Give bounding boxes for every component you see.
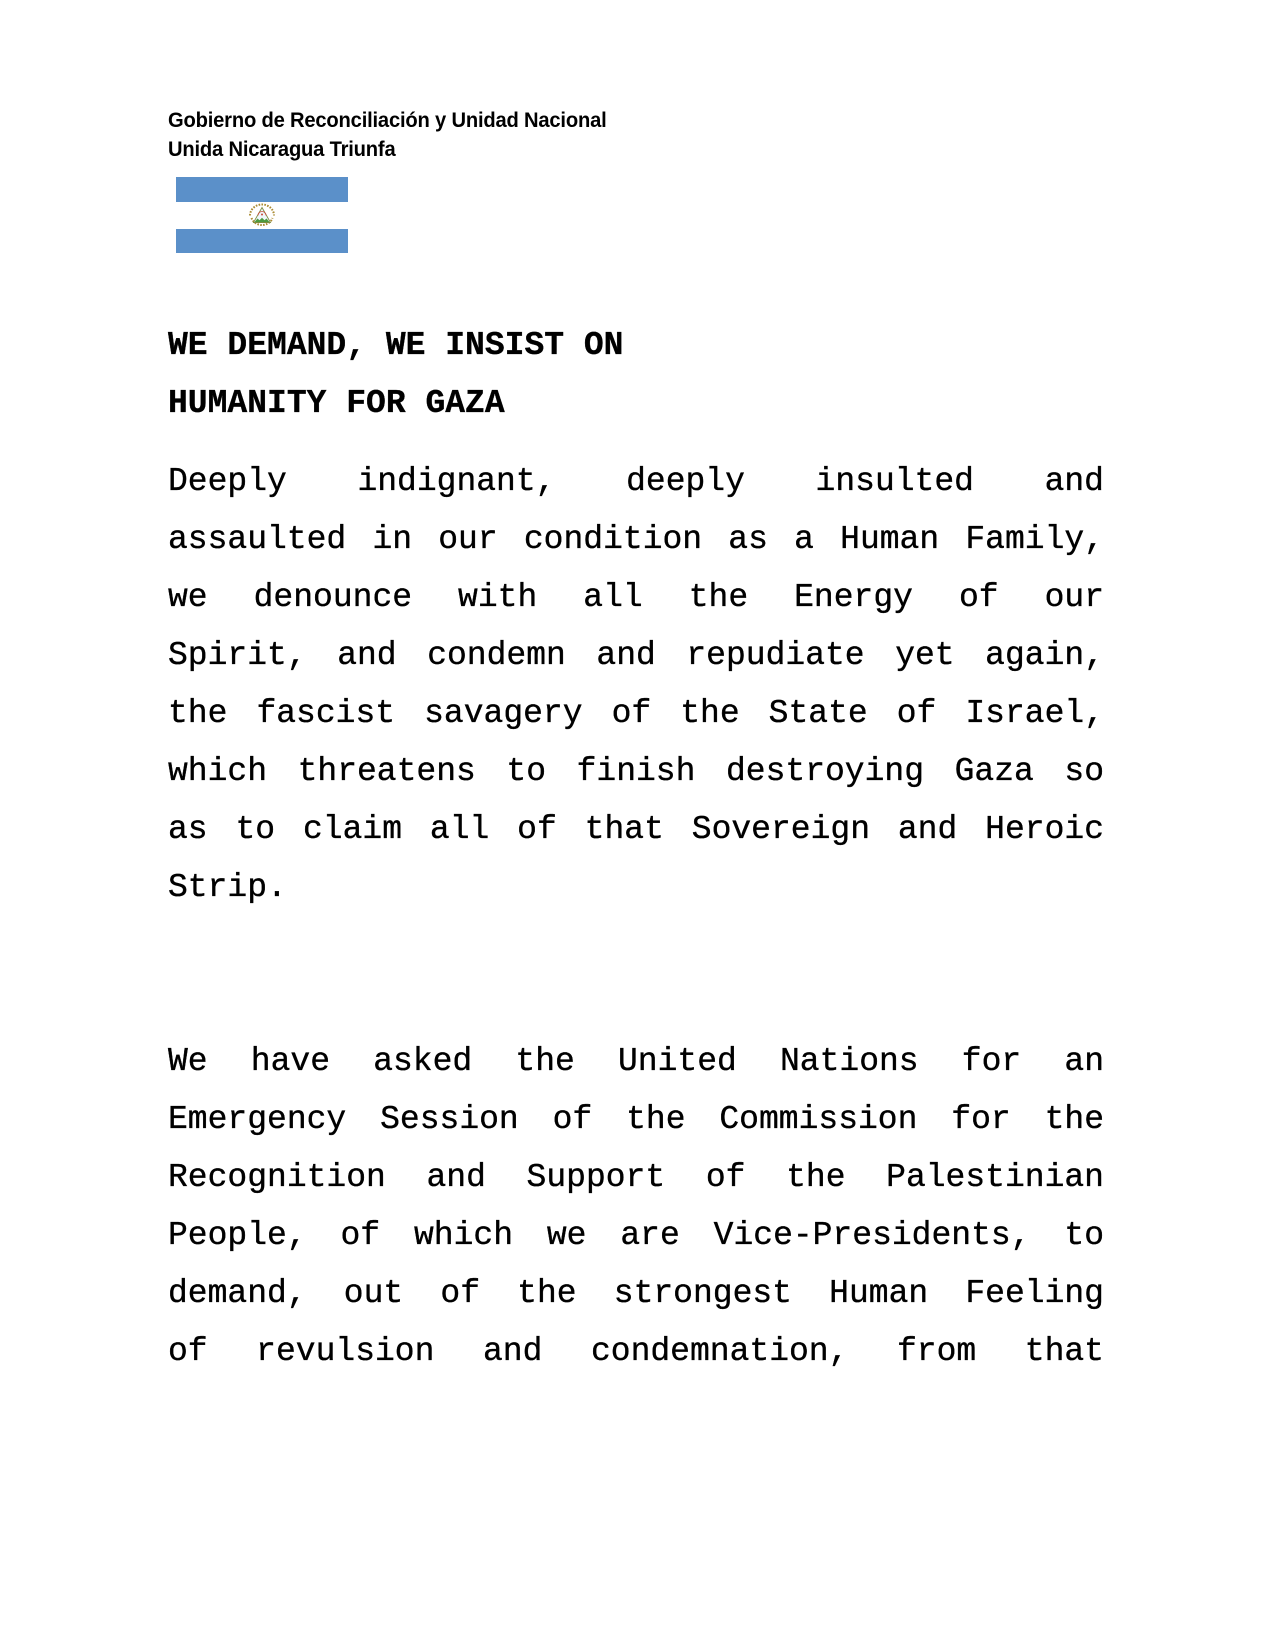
- body-line: as to claim all of that Sovereign and Heroic: [168, 811, 1104, 848]
- document-title: [168, 317, 1104, 433]
- body-line: People, of which we are Vice-Presidents, to: [168, 1217, 1104, 1254]
- body-line: assaulted in our condition as a Human Family,: [168, 521, 1104, 558]
- flag-white-stripe: [176, 202, 348, 229]
- nicaragua-flag-image: [176, 177, 348, 253]
- title-line-1: WE DEMAND, WE INSIST ON: [168, 327, 624, 364]
- body-line: Spirit, and condemn and repudiate yet again,: [168, 637, 1104, 674]
- paragraph-1: [168, 453, 1104, 917]
- letterhead-line-2: Unida Nicaragua Triunfa: [168, 138, 396, 161]
- flag-blue-stripe-top: [176, 177, 348, 202]
- paragraph-2: [168, 1033, 1104, 1381]
- nicaragua-coat-of-arms-icon: [244, 202, 280, 229]
- body-line: we denounce with all the Energy of our: [168, 579, 1104, 616]
- letterhead-line-1: Gobierno de Reconciliación y Unidad Nacional: [168, 109, 607, 132]
- body-line: demand, out of the strongest Human Feeling: [168, 1275, 1104, 1312]
- flag-blue-stripe-bottom: [176, 229, 348, 254]
- letterhead: [168, 106, 1067, 164]
- title-line-2: HUMANITY FOR GAZA: [168, 385, 505, 422]
- body-line: Emergency Session of the Commission for the: [168, 1101, 1104, 1138]
- body-line: the fascist savagery of the State of Israel,: [168, 695, 1104, 732]
- body-line: which threatens to finish destroying Gaza so: [168, 753, 1104, 790]
- body-line: Deeply indignant, deeply insulted and: [168, 463, 1104, 500]
- body-line: We have asked the United Nations for an: [168, 1043, 1104, 1080]
- body-line: Recognition and Support of the Palestinian: [168, 1159, 1104, 1196]
- body-line: of revulsion and condemnation, from that: [168, 1333, 1104, 1370]
- body-line: Strip.: [168, 869, 287, 906]
